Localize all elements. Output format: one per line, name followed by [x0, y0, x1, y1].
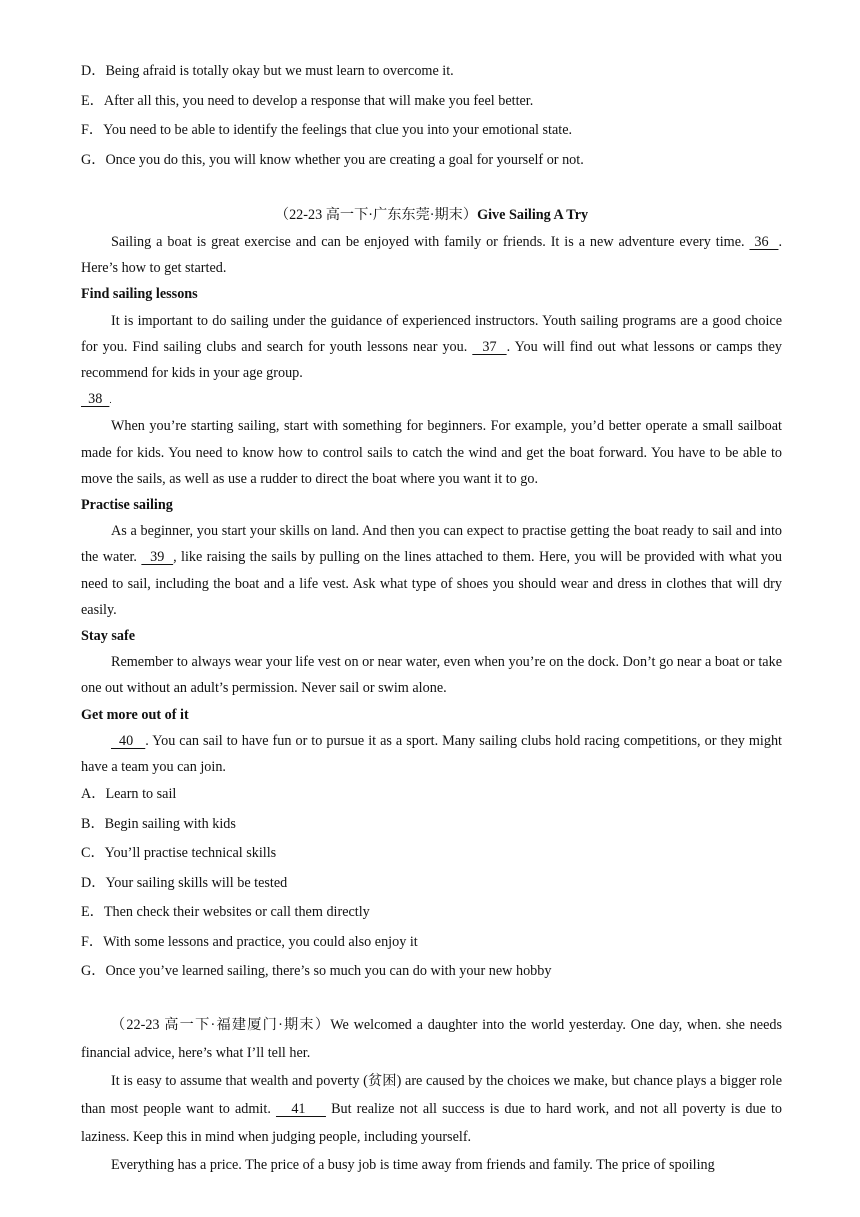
- blank-39: 39: [141, 549, 174, 566]
- passage-heading: Give Sailing A Try: [477, 207, 589, 223]
- option-key: A．: [81, 786, 106, 803]
- option-d: [81, 869, 782, 899]
- option-key: G．: [81, 963, 106, 980]
- option-text: You need to be able to identify the feelings that clue you into your emotional state.: [103, 122, 573, 138]
- section-heading-practise: Practise sailing: [81, 497, 173, 514]
- passage-source: （22-23 高一下·广东东莞·期末）: [274, 207, 478, 223]
- wealth-text: It is easy to assume that wealth and poverty (贫困) are caused by the choices we make, but chance plays a bigger role than most people want to admit.: [81, 1072, 782, 1117]
- option-key: D．: [81, 874, 106, 891]
- option-b: [81, 810, 782, 840]
- option-f: [81, 928, 782, 958]
- option-text: Once you do this, you will know whether you are creating a goal for yourself or not.: [105, 151, 584, 168]
- option-key: D．: [81, 63, 106, 79]
- options-list: [81, 780, 782, 987]
- option-text: With some lessons and practice, you could also enjoy it: [103, 933, 418, 950]
- option-d-top: [81, 57, 782, 87]
- passage3-price-paragraph: Everything has a price. The price of a busy job is time away from friends and family. The price of spoiling: [111, 1156, 715, 1173]
- option-key: C．: [81, 845, 105, 862]
- passage-title: [81, 201, 782, 229]
- practise-text-end: , like raising the sails by pulling on the lines attached to them. Here, you will be provided with what you need to sail, including the boat and a life vest. Ask what type of shoes you should wear and dress in clothes that will dry easily.: [81, 549, 782, 618]
- option-key: G．: [81, 151, 106, 168]
- practise-text: As a beginner, you start your skills on land. And then you can expect to practise getting the boat ready to sail and into the water.: [81, 523, 782, 566]
- lessons-text-end: . You will find out what lessons or camps they recommend for kids in your age group.: [81, 338, 782, 382]
- blank-40: 40: [111, 732, 146, 749]
- section-heading-safe: Stay safe: [81, 628, 135, 645]
- passage3-intro-text: We welcomed a daughter into the world yesterday. One day, when. she needs financial advice, here’s what I’ll tell her.: [81, 1016, 782, 1061]
- blank-38: 38: [81, 391, 110, 408]
- option-text: Your sailing skills will be tested: [105, 874, 288, 891]
- blank-38-dot: .: [109, 395, 112, 406]
- option-f-top: [81, 116, 782, 146]
- option-text: You’ll practise technical skills: [104, 845, 277, 862]
- wealth-text-end: But realize not all success is due to hard work, and not all poverty is due to laziness. Keep this in mind when judging people, including yourself.: [81, 1100, 783, 1145]
- option-key: E．: [81, 92, 104, 109]
- option-g-top: [81, 146, 782, 176]
- intro-text-end: . Here’s how to get started.: [81, 234, 783, 277]
- options-top: [81, 57, 782, 175]
- option-text: Being afraid is totally okay but we must learn to overcome it.: [105, 63, 454, 79]
- option-c: [81, 839, 782, 869]
- option-key: F．: [81, 933, 104, 950]
- passage3-intro: [81, 1011, 782, 1067]
- document-page: [81, 57, 782, 1179]
- blank-36: 36: [749, 234, 779, 250]
- option-text: Learn to sail: [105, 786, 177, 803]
- option-key: B．: [81, 815, 105, 832]
- option-a: [81, 780, 782, 810]
- practise-paragraph: [81, 518, 782, 623]
- option-key: E．: [81, 904, 104, 921]
- blank-41: 41: [275, 1100, 326, 1117]
- option-e-top: [81, 87, 782, 117]
- passage3-wealth-paragraph: [81, 1067, 782, 1151]
- section-heading-more: Get more out of it: [81, 706, 189, 723]
- section-heading-find-lessons: Find sailing lessons: [81, 286, 198, 303]
- option-text: Then check their websites or call them directly: [103, 904, 370, 921]
- intro-paragraph: [81, 229, 782, 281]
- option-text: After all this, you need to develop a response that will make you feel better.: [103, 92, 534, 109]
- option-key: F．: [81, 122, 104, 138]
- safety-paragraph: Remember to always wear your life vest on or near water, even when you’re on the dock. Don’t go near a boat or take one out without an adult’s permission. Never sail or swim alone.: [81, 654, 782, 697]
- beginner-paragraph: When you’re starting sailing, start with something for beginners. For example, you’d better operate a small sailboat made for kids. You need to know how to control sails to catch the wind and get the boat forward. You have to be able to move the sails, as well as use a rudder to direct the boat where you want it to go.: [81, 418, 782, 487]
- option-g: [81, 957, 782, 987]
- intro-text: Sailing a boat is great exercise and can be enjoyed with family or friends. It is a new adventure every time.: [111, 234, 750, 250]
- option-e: [81, 898, 782, 928]
- passage3-source: （22-23 高一下·福建厦门·期末）: [111, 1016, 331, 1033]
- blank-37: 37: [472, 338, 507, 355]
- more-paragraph: [81, 728, 782, 780]
- lessons-text: It is important to do sailing under the guidance of experienced instructors. Youth sailing programs are a good choice for you. Find sailing clubs and search for youth lessons near you.: [81, 312, 782, 355]
- option-text: Once you’ve learned sailing, there’s so much you can do with your new hobby: [105, 963, 552, 980]
- option-text: Begin sailing with kids: [104, 815, 236, 832]
- lessons-paragraph: [81, 308, 782, 387]
- blank-38-line: [81, 386, 782, 413]
- more-text: . You can sail to have fun or to pursue it as a sport. Many sailing clubs hold racing competitions, or they might have a team you can join.: [81, 732, 782, 776]
